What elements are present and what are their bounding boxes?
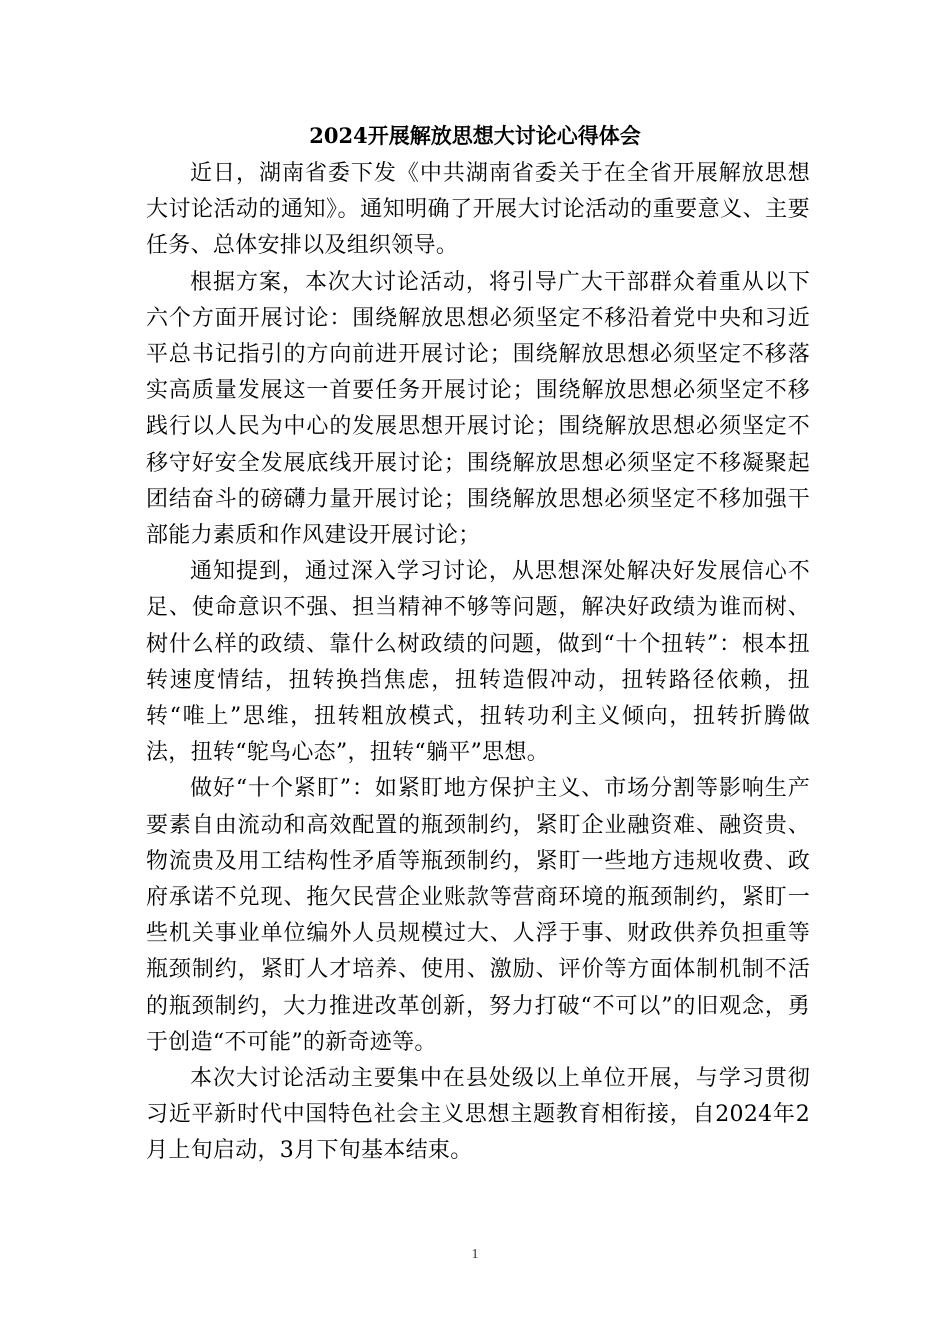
page-number: 1 (471, 1247, 479, 1262)
paragraph-ten-focuses: 做好“十个紧盯”：如紧盯地方保护主义、市场分割等影响生产要素自由流动和高效配置的瓶颈制约，紧盯企业融资难、融资贵、物流贵及用工结构性矛盾等瓶颈制约，紧盯一些地方违规收费、政府承诺不兑现、拖欠民营企业账款等营商环境的瓶颈制约，紧盯一些机关事业单位编外人员规模过大、人浮于事、财政供养负担重等瓶颈制约，紧盯人才培养、使用、激励、评价等方面体制机制不活的瓶颈制约，大力推进改革创新，努力打破“不可以”的旧观念，勇于创造“不可能”的新奇迹等。 (146, 776, 810, 1055)
document-body (146, 156, 810, 1170)
paragraph-six-aspects: 根据方案，本次大讨论活动，将引导广大干部群众着重从以下六个方面开展讨论：围绕解放思想必须坚定不移沿着党中央和习近平总书记指引的方向前进开展讨论；围绕解放思想必须坚定不移落实高质量发展这一首要任务开展讨论；围绕解放思想必须坚定不移践行以人民为中心的发展思想开展讨论；围绕解放思想必须坚定不移守好安全发展底线开展讨论；围绕解放思想必须坚定不移凝聚起团结奋斗的磅礴力量开展讨论；围绕解放思想必须坚定不移加强干部能力素质和作风建设开展讨论； (146, 269, 810, 549)
document-title: 2024开展解放思想大讨论心得体会 (309, 123, 641, 148)
paragraph-ten-reversals: 通知提到，通过深入学习讨论，从思想深处解决好发展信心不足、使命意识不强、担当精神不够等问题，解决好政绩为谁而树、树什么样的政绩、靠什么树政绩的问题，做到“十个扭转”：根本扭转速度情结，扭转换挡焦虑，扭转造假冲动，扭转路径依赖，扭转“唯上”思维，扭转粗放模式，扭转功利主义倾向，扭转折腾做法，扭转“鸵鸟心态”，扭转“躺平”思想。 (146, 559, 810, 766)
paragraph-schedule: 本次大讨论活动主要集中在县处级以上单位开展，与学习贯彻习近平新时代中国特色社会主义思想主题教育相衔接，自2024年2月上旬启动，3月下旬基本结束。 (146, 1066, 810, 1164)
paragraph-notice: 近日，湖南省委下发《中共湖南省委关于在全省开展解放思想大讨论活动的通知》。通知明确了开展大讨论活动的重要意义、主要任务、总体安排以及组织领导。 (146, 161, 810, 259)
